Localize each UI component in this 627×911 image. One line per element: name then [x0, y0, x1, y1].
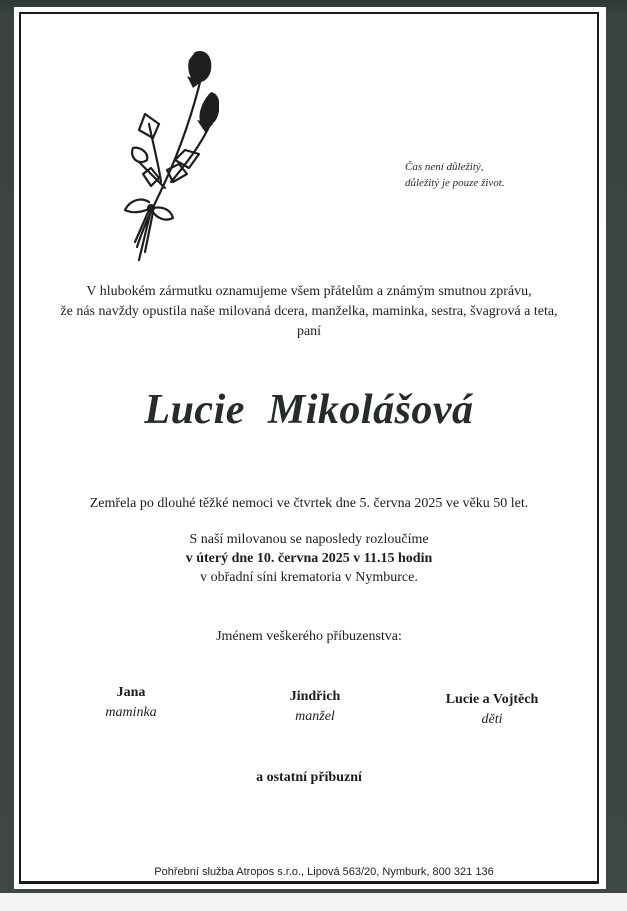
relative-role: maminka	[105, 705, 157, 720]
relative-mother	[51, 683, 211, 723]
announcement-intro	[21, 282, 597, 342]
ceremony-details	[21, 530, 597, 587]
intro-line-2: že nás navždy opustila naše milovaná dcera, manželka, maminka, sestra, švagrová a teta,	[60, 304, 558, 319]
death-statement: Zemřela po dlouhé těžké nemoci ve čtvrtek dne 5. června 2025 ve věku 50 let.	[89, 496, 529, 511]
family-label: Jménem veškerého příbuzenstva:	[216, 629, 402, 644]
scanner-edge-strip	[0, 893, 627, 911]
intro-line-1: V hlubokém zármutku oznamujeme všem přátelům a známým smutnou zprávu,	[86, 284, 532, 299]
relative-name: Lucie a Vojtěch	[445, 692, 539, 707]
relative-name: Jindřich	[289, 689, 341, 704]
relative-role: manžel	[295, 709, 335, 724]
motto	[405, 159, 505, 191]
motto-line-2: důležitý je pouze život.	[405, 177, 505, 189]
relative-husband	[235, 687, 395, 727]
intro-line-3: paní	[296, 324, 322, 339]
relative-children	[412, 690, 572, 730]
funeral-notice	[21, 14, 597, 880]
rose-bouquet-icon	[109, 42, 219, 264]
motto-line-1: Čas není důležitý,	[405, 161, 484, 173]
ceremony-location: v obřadní síni krematoria v Nymburce.	[200, 570, 418, 585]
other-relatives: a ostatní příbuzní	[256, 770, 362, 785]
deceased-name: Lucie Mikolášová	[144, 387, 474, 433]
ceremony-line-1: S naší milovanou se naposledy rozloučíme	[189, 532, 429, 547]
ceremony-date-time: v úterý dne 10. června 2025 v 11.15 hodin	[185, 551, 433, 566]
funeral-service-footer: Pohřební služba Atropos s.r.o., Lipová 563/20, Nymburk, 800 321 136	[154, 866, 494, 878]
relative-name: Jana	[116, 685, 146, 700]
relative-role: děti	[481, 712, 503, 727]
